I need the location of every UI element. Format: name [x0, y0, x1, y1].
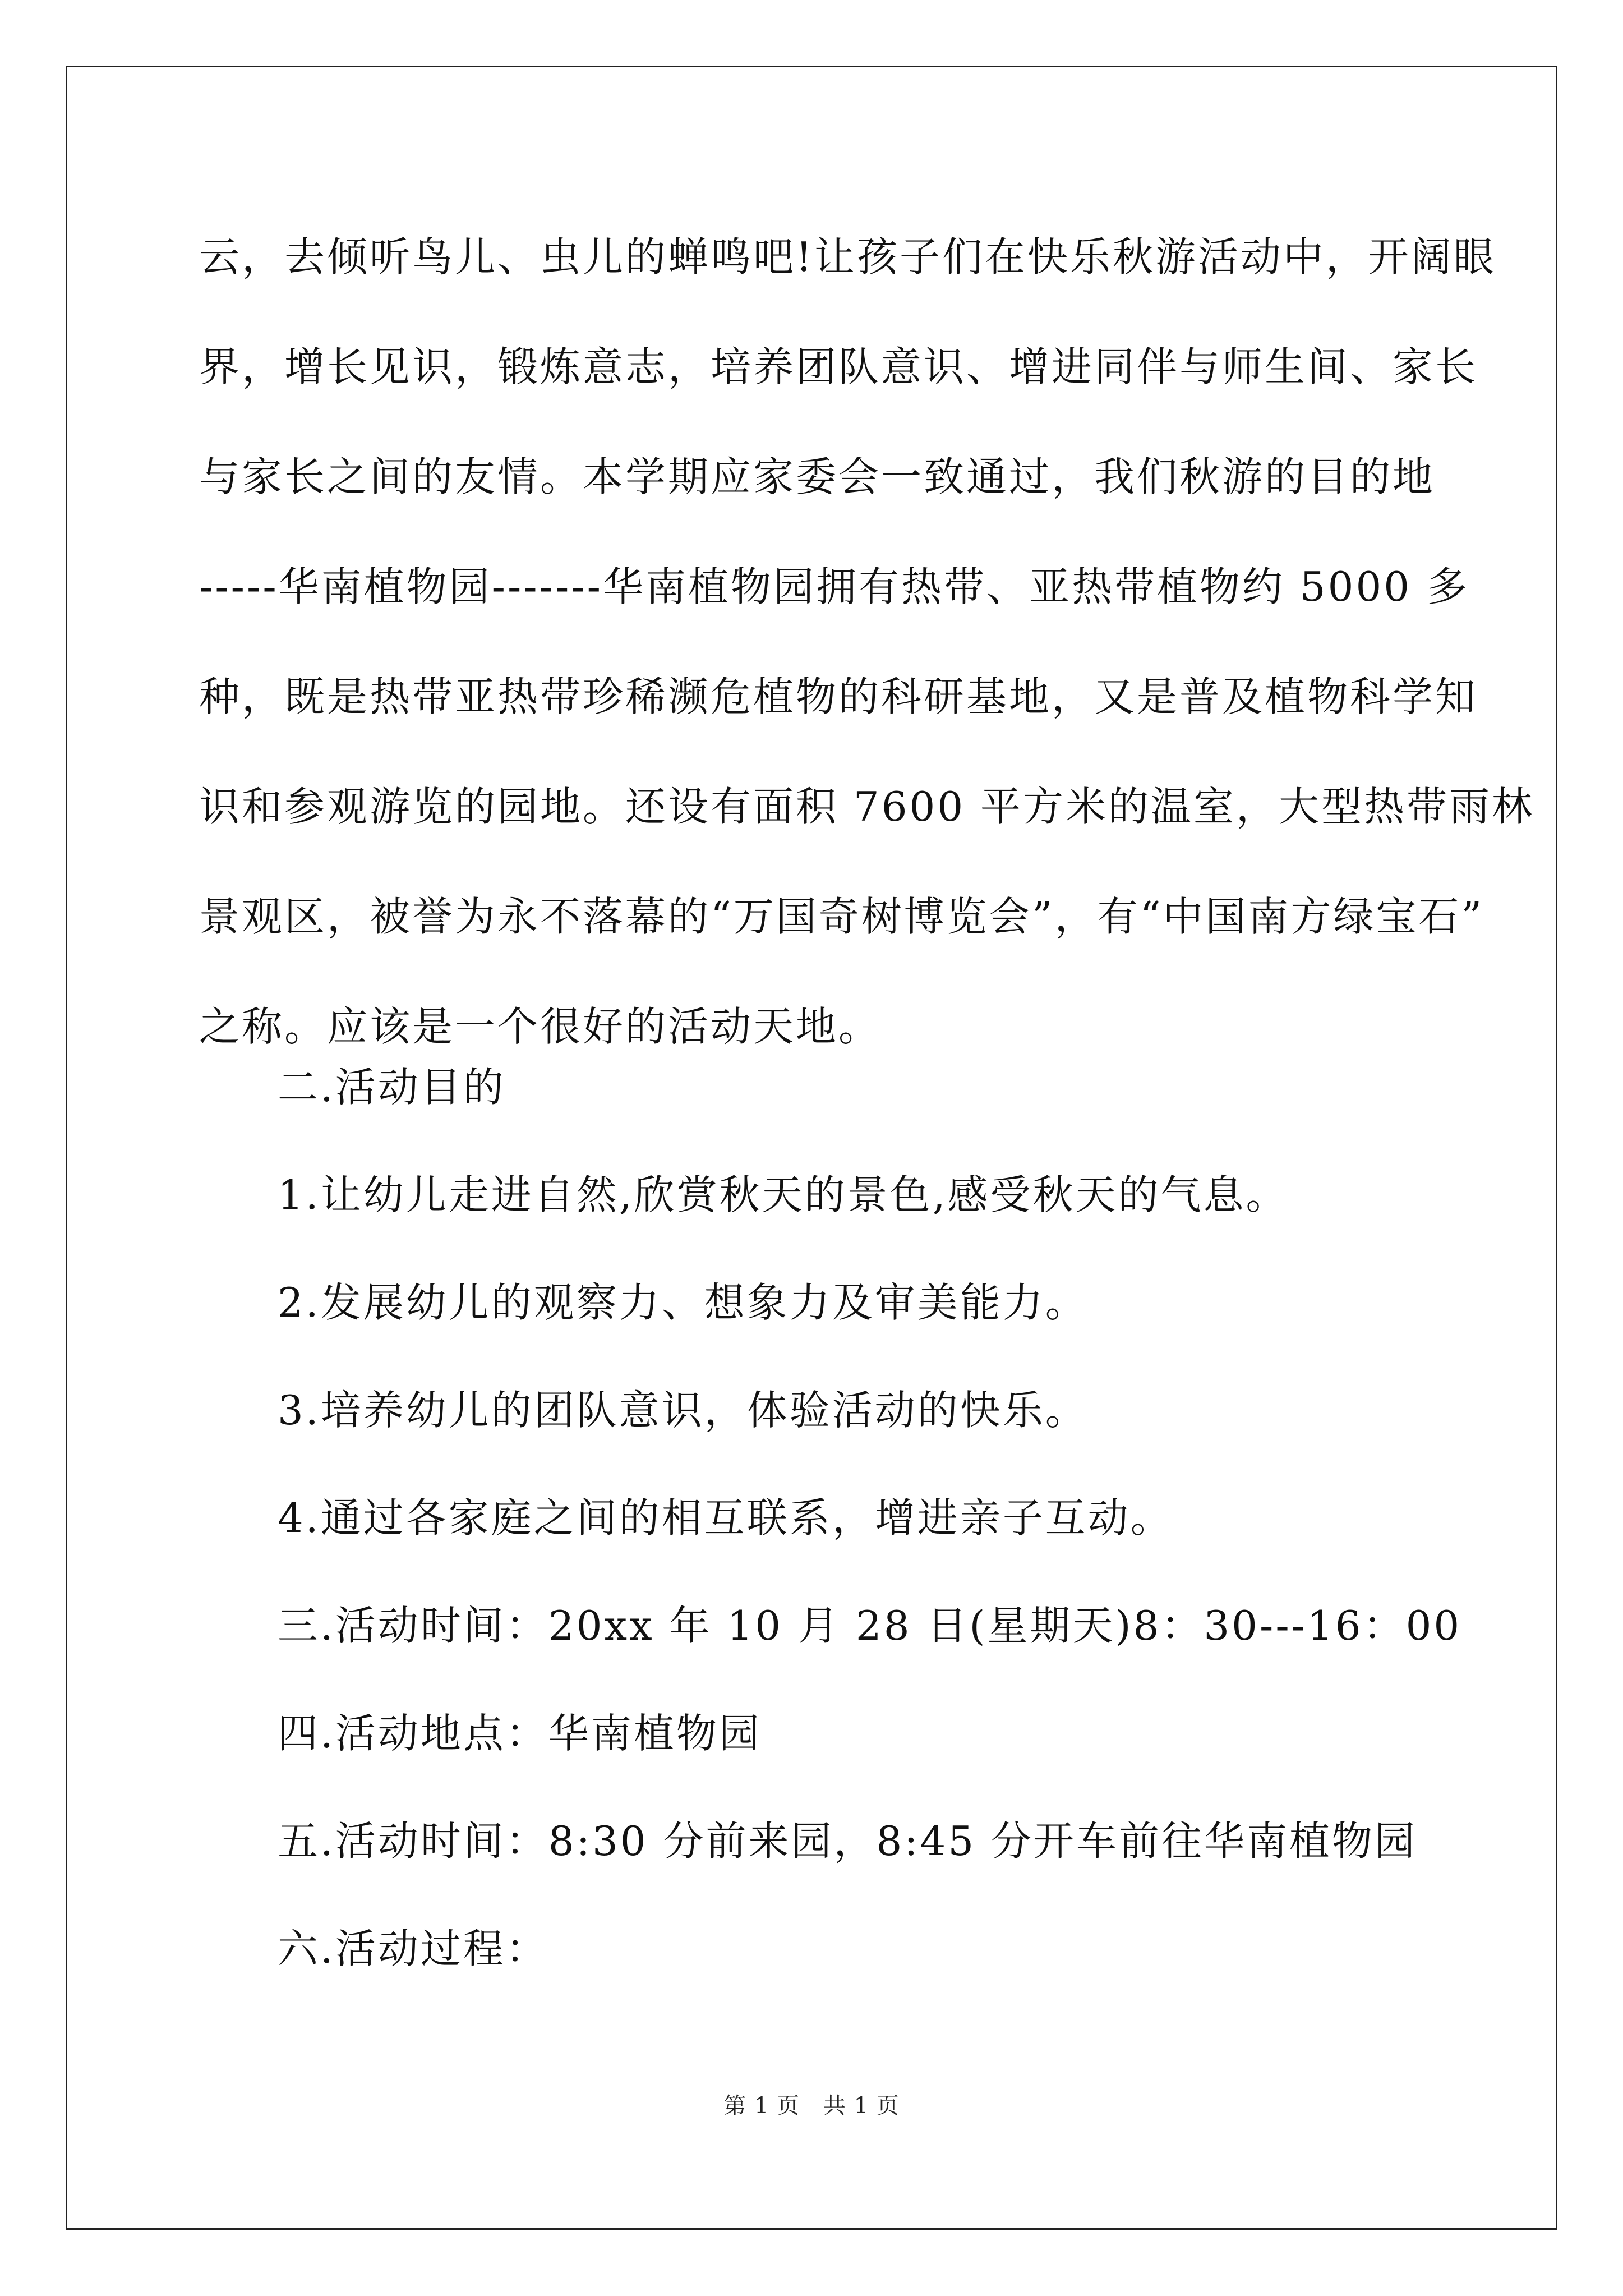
paragraph-line: 种，既是热带亚热带珍稀濒危植物的科研基地，又是普及植物科学知	[199, 673, 1478, 720]
intro-paragraph	[199, 202, 1535, 1082]
section-activity-schedule: 五.活动时间：8:30 分前来园，8:45 分开车前往华南植物园	[278, 1818, 1418, 1865]
page-number-total: 共 1 页	[823, 2093, 900, 2119]
goal-item-1: 1.让幼儿走进自然,欣赏秋天的景色,感受秋天的气息。	[278, 1171, 1289, 1218]
section-activity-location: 四.活动地点：华南植物园	[278, 1710, 762, 1757]
section-heading-purpose: 二.活动目的	[278, 1064, 506, 1111]
paragraph-line: 与家长之间的友情。本学期应家委会一致通过，我们秋游的目的地	[199, 453, 1436, 500]
page-footer	[0, 2088, 1623, 2120]
paragraph-line: 界，增长见识，锻炼意志，培养团队意识、增进同伴与师生间、家长	[199, 343, 1478, 390]
section-activity-time: 三.活动时间：20xx 年 10 月 28 日(星期天)8：30---16：00	[278, 1602, 1462, 1649]
goal-item-3: 3.培养幼儿的团队意识，体验活动的快乐。	[278, 1387, 1088, 1434]
section-activity-process: 六.活动过程：	[278, 1925, 548, 1972]
paragraph-line: 识和参观游览的园地。还设有面积 7600 平方米的温室，大型热带雨林	[199, 783, 1535, 830]
page-number-current: 第 1 页	[723, 2093, 800, 2119]
paragraph-line: 云，去倾听鸟儿、虫儿的蝉鸣吧!让孩子们在快乐秋游活动中，开阔眼	[199, 233, 1496, 280]
paragraph-line: -----华南植物园-------华南植物园拥有热带、亚热带植物约 5000 多	[199, 563, 1469, 610]
goal-item-4: 4.通过各家庭之间的相互联系，增进亲子互动。	[278, 1494, 1173, 1542]
goal-item-2: 2.发展幼儿的观察力、想象力及审美能力。	[278, 1279, 1088, 1326]
paragraph-line: 景观区，被誉为永不落幕的“万国奇树博览会”，有“中国南方绿宝石”	[199, 893, 1484, 940]
paragraph-line: 之称。应该是一个很好的活动天地。	[199, 1003, 882, 1050]
